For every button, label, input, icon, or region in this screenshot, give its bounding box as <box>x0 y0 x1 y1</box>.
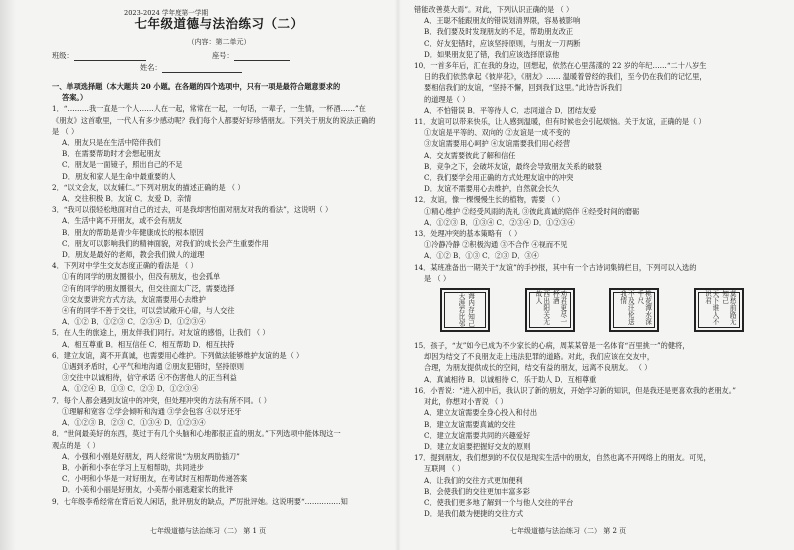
q12-stem: 12．友谊，像一棵慢慢生长的植物，需要 （ ） <box>414 195 565 205</box>
q16-stem: 16．小晋说：“进入初中后，我认识了新的朋友，开始学习新的知识，但是我还是更喜欢我的老朋友。” <box>414 385 736 395</box>
q3-option[interactable]: A．生活中离不开朋友，或不会有朋友 <box>62 216 183 226</box>
page-footer-right: 七年级道德与法治练习（二） 第 2 页 <box>510 527 627 535</box>
q6-stem: 6．建立友谊，离不开真诚，也需要用心维护。下列做法能够维护友谊的是（ ） <box>52 350 304 360</box>
q9-option[interactable]: C．好友犯错时，应该坚持原则，与朋友一刀两断 <box>424 38 581 48</box>
q15-options[interactable]: A．真诚相待 B．以诚相待 C．乐于助人 D．互相尊重 <box>424 374 597 384</box>
q3-option[interactable]: B．朋友的帮助是青少年健康成长的根本原因 <box>62 227 204 237</box>
binding-margin <box>0 0 16 550</box>
left-questions <box>52 81 386 507</box>
poem-box[interactable] <box>609 288 659 332</box>
q10-stem: 10．一首多年后，汇在我的身边，回想起，依然在心里荡漾的 22 岁的年纪……“二十八岁生 <box>414 61 707 71</box>
q11-option[interactable]: D．友谊不需要用心去维护，自然就会长久 <box>424 184 560 194</box>
poem-line: 天涯若比邻 <box>457 292 465 328</box>
content-scope: （内容：第二单元） <box>187 38 251 46</box>
name-field[interactable] <box>140 62 242 73</box>
q16-stem: 对此，你想对小晋说 （ ） <box>424 397 508 407</box>
q4-statement: ③交友要讲究方式方法，友谊需要用心去维护 <box>62 294 206 304</box>
q1-stem: 是 （ ） <box>52 126 79 136</box>
q16-option[interactable]: D．建立友谊要把握好交友的原则 <box>424 441 531 451</box>
section-heading: 一、单项选择题（本大题共 20 小题。在各题的四个选项中，只有一项是最符合题意要求的 <box>52 82 341 91</box>
q15-stem: 15．孩子，“友”如今已成为不少家长的心病，周某某曾是一名体育“百里挑一”的健将， <box>414 341 690 351</box>
q4-statement: ①有的同学的朋友圈很小，但没有朋友，也会孤单 <box>62 272 221 282</box>
q8-stem: 观点的是 （ ） <box>52 440 100 450</box>
q14-poem-boxes <box>414 284 762 340</box>
q1-stem: 《朋友》这首歌里，一代人有多少感动呢？我们每个人都要好好珍惜朋友。下列关于朋友的说法正确的 <box>52 115 376 125</box>
q1-option[interactable]: A．朋友只是在生活中陪伴我们 <box>62 138 161 148</box>
page-footer-left: 七年级道德与法治练习（二） 第 1 页 <box>150 527 267 535</box>
q3-stem: 3．“我可以很轻松地面对自己的过去，可是我却害怕面对朋友对我的看法”，这说明（ ） <box>52 205 333 215</box>
q2-stem: 2．“以文会友，以友辅仁。”下列对朋友的描述正确的是 （ ） <box>52 182 245 192</box>
q15-stem: 合理，为朋友提供成长的空间，结交有益的朋友，远离不良朋友。 （ ） <box>424 363 652 373</box>
class-field[interactable] <box>52 50 146 61</box>
q17-option[interactable]: A．让我们的交往方式更加便利 <box>424 475 523 485</box>
q10-stem: 日的我们依然拿起《彼岸花》，《朋友》…… 温暖着曾经的我们，至今仍在我们的记忆里， <box>424 72 707 82</box>
section-heading-cont: 答案。） <box>62 93 88 103</box>
q1-option[interactable]: C．朋友是一面镜子，照出自己的不足 <box>62 160 183 170</box>
poem-line: 莫愁前路无知己 <box>720 290 737 326</box>
poem-line: 西出阳关无故人 <box>534 290 550 326</box>
q8-option[interactable]: B．小新和小李在学习上互相帮助，共同进步 <box>62 462 204 472</box>
poem-line: 海内存知己 <box>466 292 475 328</box>
q12-statement: ①精心维护 ②经受风雨的洗礼 ③彼此真诚的陪伴 ④经受时间的磨砺 <box>424 206 640 216</box>
q11-statement: ③友谊需要用心呵护 ④友谊需要我们用心经营 <box>424 139 571 149</box>
poem-line: 劝君更尽一杯酒 <box>551 290 567 326</box>
q11-option[interactable]: B．竞争之下，会破坏友谊，最终会导致朋友关系的破裂 <box>424 161 602 171</box>
q11-statement: ①友谊是平等的、双向的 ②友谊是一成不变的 <box>424 128 571 138</box>
q17-option[interactable]: C．使我们更多地了解到一个与他人交往的平台 <box>424 497 574 507</box>
right-page <box>414 0 762 550</box>
q7-stem: 7．每个人都会遇到友谊中的冲突，但处理冲突的方法有所不同。（ ） <box>52 395 271 405</box>
q1-stem: 1．“………我一直是一个人……人在一起，常常在一起，一句话，一辈子，一生情，一杯酒……”在 <box>52 104 366 114</box>
q6-statement: ③交往中以诚相待，信守承诺 ④不伤害他人的正当利益 <box>62 373 237 383</box>
q3-option[interactable]: D．朋友是最好的老师，教会我们做人的道理 <box>62 250 205 260</box>
poem-line: 桃花潭水深千尺 <box>635 290 652 326</box>
q8-stem: 8．“世间最美好的东西，莫过于有几个头脑和心地都很正直的朋友。”下列选项中能体现这一 <box>52 429 341 439</box>
q9-option[interactable]: A．王聪不能跟朋友的错误划清界限，容易被影响 <box>424 16 581 26</box>
poem-line: 天下谁人不识君 <box>703 290 719 326</box>
q10-stem: 的道理是（ ） <box>424 94 470 104</box>
q5-options[interactable]: A．相互尊重 B．相互信任 C．相互帮助 D．相互扶持 <box>62 339 235 349</box>
q8-option[interactable]: D．小美和小丽是好朋友，小美帮小丽逃避家长的批评 <box>62 485 234 495</box>
right-questions <box>414 4 762 519</box>
left-page <box>52 0 386 550</box>
q11-option[interactable]: A．交友需要彼此了解和信任 <box>424 150 516 160</box>
q11-option[interactable]: C．我们要学会用正确的方式处理友谊中的冲突 <box>424 173 574 183</box>
q10-stem: 要相信我们的友谊，“坚持不懈，回到我们这里。”此诗告诉我们 <box>424 83 622 93</box>
q7-statement: ①理解和宽容 ②学会倾听和沟通 ③学会包容 ④以牙还牙 <box>62 406 242 416</box>
seat-field[interactable] <box>212 50 290 61</box>
poem-box[interactable] <box>694 288 744 332</box>
q14-stem: 是 （ ） <box>424 273 451 283</box>
poem-box[interactable] <box>440 288 490 332</box>
seat-label: 座号： <box>212 51 234 60</box>
q3-option[interactable]: C．朋友可以影响我们的精神面貌，对我们的成长会产生重要作用 <box>62 238 269 248</box>
q4-statement: ④有的同学不善于交往，可以尝试敞开心扉，与人交往 <box>62 306 235 316</box>
q9-option[interactable]: B．我们要及时发现朋友的不足，帮助朋友改正 <box>424 27 574 37</box>
q11-stem: 11．友谊可以带来快乐，让人感到温暖，但有时候也会引起烦恼。关于友谊，正确的是（ ） <box>414 117 706 127</box>
q17-option[interactable]: B．会使我们的交往更加丰富多彩 <box>424 486 530 496</box>
q5-stem: 5．在人生的旅途上，朋友伴我们同行。对友谊的感悟，让我们 （ ） <box>52 328 270 338</box>
q16-option[interactable]: B．建立友谊需要真诚的交往 <box>424 419 516 429</box>
seat-blank[interactable] <box>234 52 290 61</box>
q1-option[interactable]: B．在需要帮助时才会想起朋友 <box>62 149 161 159</box>
poem-line: 不及汪伦送我情 <box>618 290 635 326</box>
q13-options[interactable]: A．①② B．①③ C．②③ D．③④ <box>424 251 539 261</box>
q9-stem-cont: 错能改善莫大焉”。对此，下列认识正确的是 （ ） <box>414 5 574 14</box>
q16-option[interactable]: A．建立友谊需要全身心投入和付出 <box>424 408 538 418</box>
q1-option[interactable]: D．朋友和家人是生命中最重要的人 <box>62 171 176 181</box>
class-label: 班级： <box>52 51 74 60</box>
q9-stem: 9．七年级李希经常在背后说人闲话，批评朋友的缺点，严厉批评她。这说明要“……………知 <box>52 496 348 506</box>
q7-options[interactable]: A．①②③ B．②③ C．①③④ D．①②③④ <box>62 418 206 428</box>
page-fold <box>395 0 401 550</box>
q8-option[interactable]: C．小明和小华是一对好朋友，在考试时互相帮助传递答案 <box>62 474 248 484</box>
q17-stem: 互联网 （ ） <box>424 464 465 474</box>
q4-statement: ②有的同学的朋友圈很大，但交往面太广泛，需要选择 <box>62 283 235 293</box>
q9-option[interactable]: D．如果朋友犯了错，我们应该选择原谅他 <box>424 49 560 59</box>
name-blank[interactable] <box>162 64 242 73</box>
q12-options[interactable]: A．①②③ B．①③④ C．②③④ D．①②③④ <box>424 217 575 227</box>
q6-options[interactable]: A．①②④ B．①③ C．②③ D．①②③④ <box>62 384 199 394</box>
q4-options[interactable]: A．①② B．①②③ C．②③④ D．①②③④ <box>62 317 206 327</box>
q10-options[interactable]: A．不怕错误 B．平等待人 C．志同道合 D．团结友爱 <box>424 105 597 115</box>
q16-option[interactable]: C．建立友谊需要共同的兴趣爱好 <box>424 430 531 440</box>
q15-stem: 却因为结交了不良朋友走上违法犯罪的道路。对此，我们应该在交友中， <box>424 352 655 362</box>
class-blank[interactable] <box>74 52 146 61</box>
page-title: 七年级道德与法治练习（二） <box>134 16 304 31</box>
q17-stem: 17．提到朋友，我们想到的不仅仅是现实生活中的朋友，自然也离不开网络上的朋友。可见， <box>414 453 711 463</box>
q14-stem: 14．某班准备出一期关于“友谊”的手抄报，其中有一个古诗词集锦栏目，下列可以入选的 <box>414 262 697 272</box>
q13-stem: 13．处理冲突的基本策略有 （ ） <box>414 229 522 239</box>
school-year: 2023-2024 学年度第一学期 <box>124 9 209 17</box>
poem-box[interactable] <box>525 288 575 332</box>
q6-statement: ①遇到矛盾时，心平气和地沟通 ②朋友犯错时，坚持原则 <box>62 362 244 372</box>
q2-options[interactable]: A．交往积极 B．友谊 C．友爱 D．亲情 <box>62 194 192 204</box>
name-label: 姓名： <box>140 63 162 72</box>
q17-option[interactable]: D．是我们最为便捷的交往方式 <box>424 509 524 519</box>
q13-statement: ①冷静冷静 ②积极沟通 ③不合作 ④视而不见 <box>424 240 568 250</box>
q4-stem: 4．下列对中学生交友态度正确的看法是 （ ） <box>52 261 198 271</box>
q8-option[interactable]: A．小强和小刚是好朋友，两人经常说“为朋友两肋插刀” <box>62 451 240 461</box>
